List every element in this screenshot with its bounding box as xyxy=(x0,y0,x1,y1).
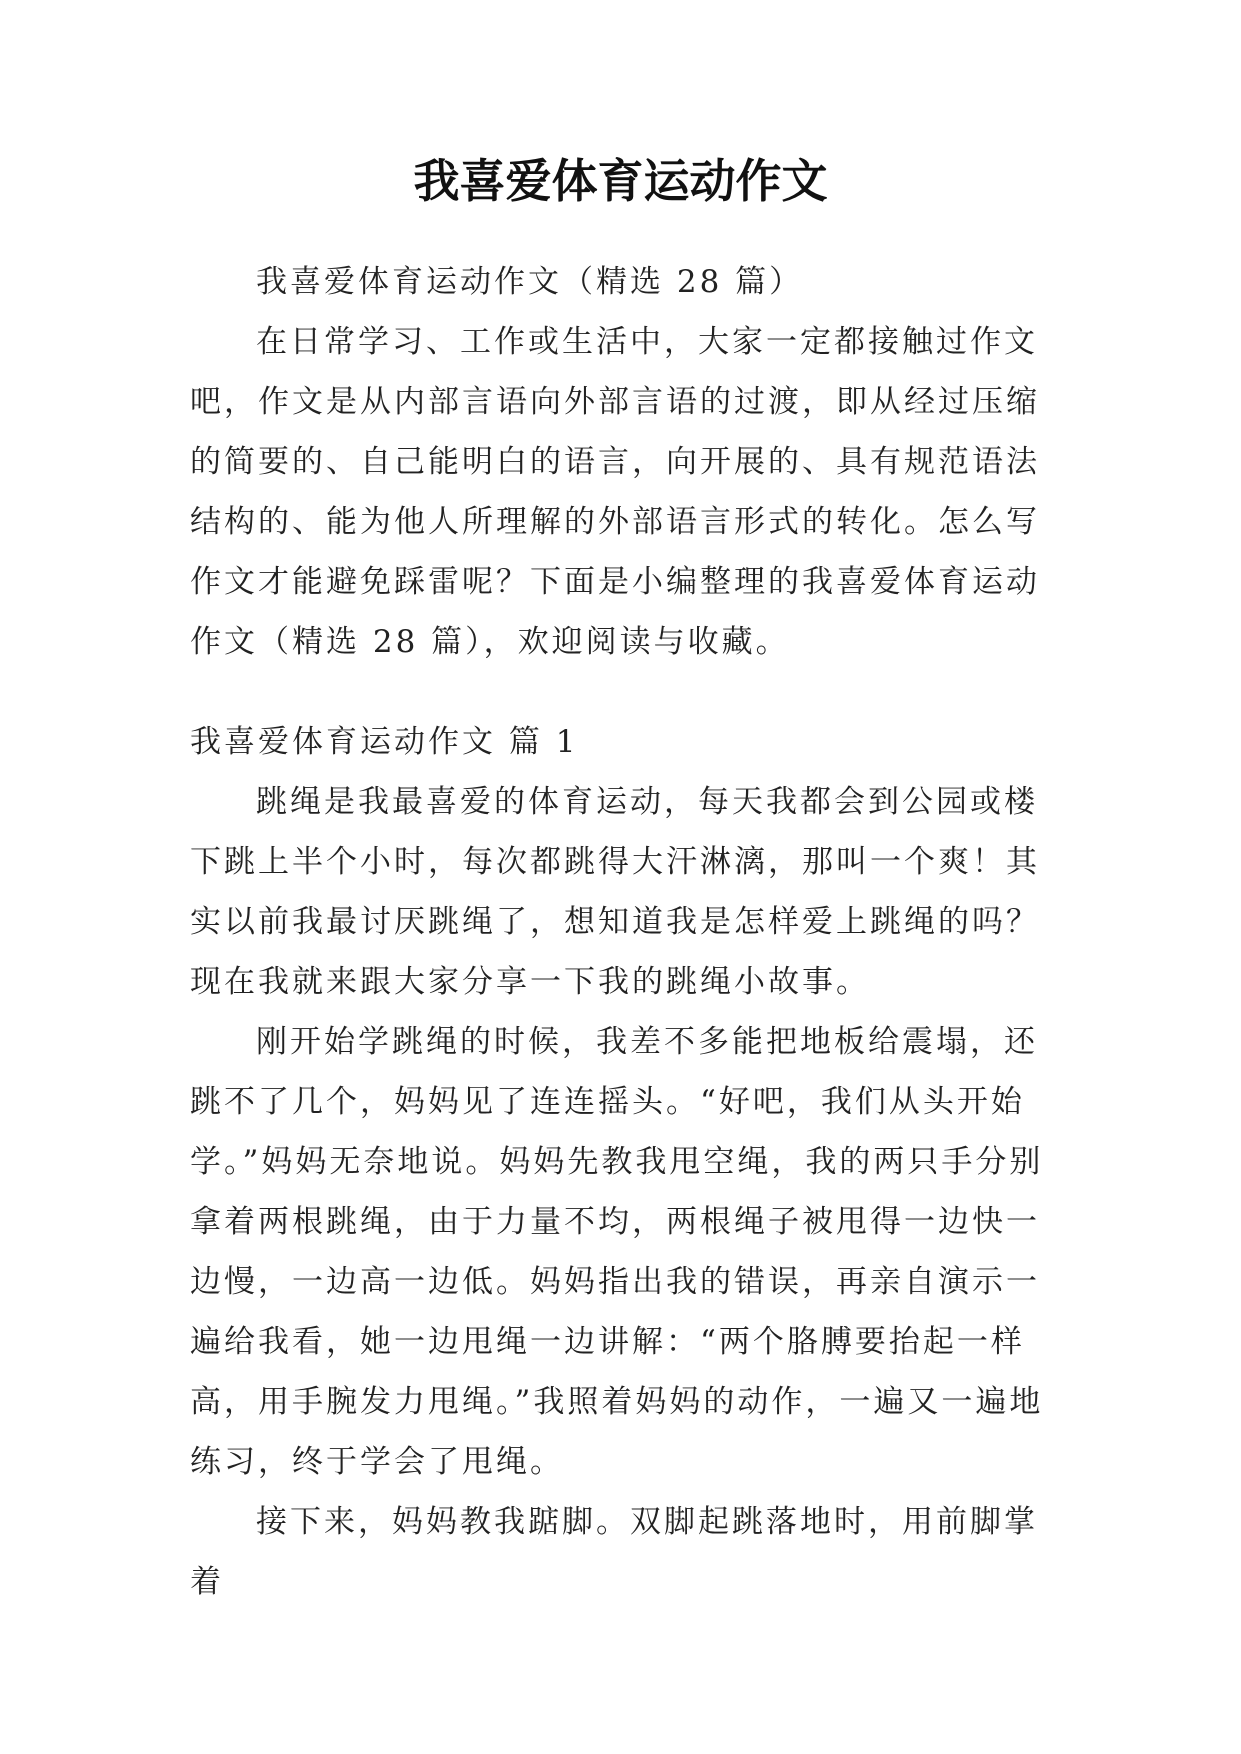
document-body xyxy=(190,252,1070,1612)
body-paragraph-2: 刚开始学跳绳的时候，我差不多能把地板给震塌，还跳不了几个，妈妈见了连连摇头。“好吧，我们从头开始学。”妈妈无奈地说。妈妈先教我甩空绳，我的两只手分别拿着两根跳绳，由于力量不均，两根绳子被甩得一边快一边慢，一边高一边低。妈妈指出我的错误，再亲自演示一遍给我看，她一边甩绳一边讲解：“两个胳膊要抬起一样高，用手腕发力甩绳。”我照着妈妈的动作，一遍又一遍地练习，终于学会了甩绳。 xyxy=(190,1024,1044,1480)
section-heading: 我喜爱体育运动作文 篇 1 xyxy=(190,724,579,760)
intro-paragraph: 在日常学习、工作或生活中，大家一定都接触过作文吧，作文是从内部言语向外部言语的过渡，即从经过压缩的简要的、自己能明白的语言，向开展的、具有规范语法结构的、能为他人所理解的外部语言形式的转化。怎么写作文才能避免踩雷呢？下面是小编整理的我喜爱体育运动作文（精选 28 篇），欢迎阅读与收藏。 xyxy=(190,324,1040,660)
body-paragraph-3: 接下来，妈妈教我踮脚。双脚起跳落地时，用前脚掌着 xyxy=(190,1504,1038,1600)
intro-subtitle: 我喜爱体育运动作文（精选 28 篇） xyxy=(256,264,804,300)
document-title: 我喜爱体育运动作文 xyxy=(413,154,828,208)
body-paragraph-1: 跳绳是我最喜爱的体育运动，每天我都会到公园或楼下跳上半个小时，每次都跳得大汗淋漓，那叫一个爽！其实以前我最讨厌跳绳了，想知道我是怎样爱上跳绳的吗？现在我就来跟大家分享一下我的跳绳小故事。 xyxy=(190,784,1040,1000)
